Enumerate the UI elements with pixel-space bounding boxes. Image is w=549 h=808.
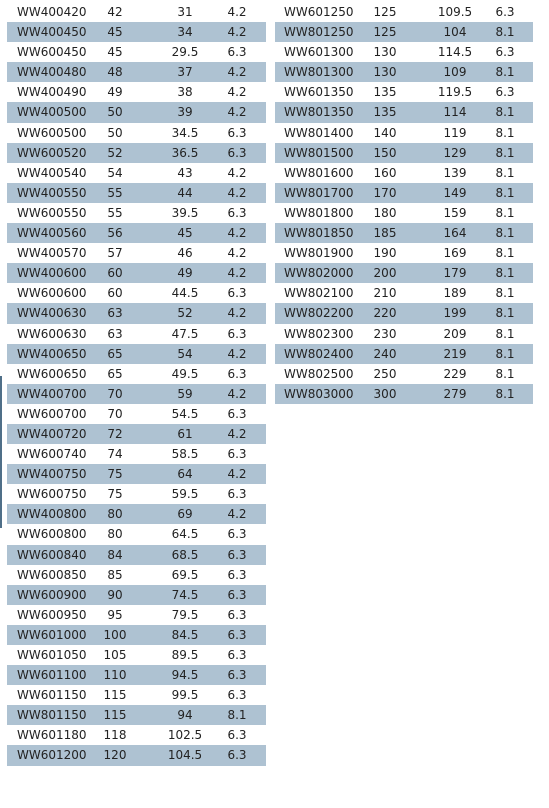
part-code-cell: WW801350 (284, 105, 354, 120)
thickness-cell: 6.3 (227, 527, 247, 542)
table-row (7, 42, 266, 62)
diameter-cell: 57 (107, 246, 123, 261)
table-row (7, 183, 266, 203)
inner-value-cell: 179 (443, 266, 467, 281)
thickness-cell: 8.1 (227, 708, 247, 723)
table-row (7, 464, 266, 484)
inner-value-cell: 169 (443, 246, 467, 261)
table-row (275, 384, 533, 404)
inner-value-cell: 46 (177, 246, 193, 261)
table-row (275, 303, 533, 323)
table-row (7, 344, 266, 364)
table-row (7, 102, 266, 122)
thickness-cell: 8.1 (495, 326, 515, 341)
thickness-cell: 8.1 (495, 105, 515, 120)
thickness-cell: 6.3 (495, 5, 515, 19)
diameter-cell: 42 (107, 5, 123, 19)
part-code-cell: WW400800 (17, 507, 87, 522)
part-code-cell: WW400540 (17, 165, 87, 180)
inner-value-cell: 58.5 (171, 447, 199, 462)
part-code-cell: WW801700 (284, 185, 354, 200)
thickness-cell: 6.3 (227, 748, 247, 763)
inner-value-cell: 164 (443, 226, 467, 241)
table-row (7, 143, 266, 163)
diameter-cell: 63 (107, 326, 123, 341)
inner-value-cell: 79.5 (171, 607, 199, 622)
thickness-cell: 6.3 (227, 406, 247, 421)
inner-value-cell: 29.5 (171, 45, 199, 60)
thickness-cell: 6.3 (227, 366, 247, 381)
diameter-cell: 120 (103, 748, 127, 763)
thickness-cell: 8.1 (495, 306, 515, 321)
inner-value-cell: 109.5 (437, 5, 473, 19)
table-row (7, 303, 266, 323)
diameter-cell: 90 (107, 587, 123, 602)
thickness-cell: 4.2 (227, 426, 247, 441)
thickness-cell: 4.2 (227, 226, 247, 241)
part-code-cell: WW600650 (17, 366, 87, 381)
thickness-cell: 8.1 (495, 165, 515, 180)
table-row (275, 2, 533, 22)
diameter-cell: 56 (107, 226, 123, 241)
inner-value-cell: 94 (177, 708, 193, 723)
inner-value-cell: 69.5 (171, 567, 199, 582)
diameter-cell: 75 (107, 487, 123, 502)
part-code-cell: WW803000 (284, 386, 354, 401)
thickness-cell: 6.3 (227, 145, 247, 160)
diameter-cell: 95 (107, 607, 123, 622)
inner-value-cell: 219 (443, 346, 467, 361)
diameter-cell: 115 (103, 688, 127, 703)
table-row (275, 82, 533, 102)
thickness-cell: 6.3 (227, 447, 247, 462)
part-code-cell: WW600500 (17, 125, 87, 140)
diameter-cell: 230 (373, 326, 397, 341)
table-row (7, 404, 266, 424)
diameter-cell: 85 (107, 567, 123, 582)
thickness-cell: 8.1 (495, 246, 515, 261)
diameter-cell: 160 (373, 165, 397, 180)
thickness-cell: 6.3 (227, 648, 247, 662)
thickness-cell: 4.2 (227, 5, 247, 19)
part-code-cell: WW600600 (17, 286, 87, 301)
inner-value-cell: 34.5 (171, 125, 199, 140)
thickness-cell: 6.3 (227, 205, 247, 220)
table-row (275, 324, 533, 344)
table-row (7, 263, 266, 283)
inner-value-cell: 49.5 (171, 366, 199, 381)
table-row (7, 665, 266, 685)
part-code-cell: WW802500 (284, 366, 354, 381)
left-spec-table (7, 2, 266, 766)
table-row (7, 82, 266, 102)
inner-value-cell: 119 (443, 125, 467, 140)
table-row (7, 283, 266, 303)
thickness-cell: 6.3 (495, 45, 515, 60)
thickness-cell: 6.3 (227, 326, 247, 341)
inner-value-cell: 47.5 (171, 326, 199, 341)
thickness-cell: 8.1 (495, 25, 515, 40)
inner-value-cell: 31 (177, 5, 193, 19)
diameter-cell: 75 (107, 467, 123, 482)
diameter-cell: 210 (373, 286, 397, 301)
diameter-cell: 105 (103, 648, 127, 662)
diameter-cell: 240 (373, 346, 397, 361)
diameter-cell: 60 (107, 286, 123, 301)
inner-value-cell: 149 (443, 185, 467, 200)
part-code-cell: WW801300 (284, 65, 354, 80)
thickness-cell: 8.1 (495, 185, 515, 200)
diameter-cell: 54 (107, 165, 123, 180)
inner-value-cell: 45 (177, 226, 193, 241)
part-code-cell: WW400700 (17, 386, 87, 401)
table-row (275, 183, 533, 203)
table-row (7, 2, 266, 22)
part-code-cell: WW400720 (17, 426, 87, 441)
table-row (275, 42, 533, 62)
diameter-cell: 300 (373, 386, 397, 401)
part-code-cell: WW801800 (284, 205, 354, 220)
table-row (7, 545, 266, 565)
inner-value-cell: 229 (443, 366, 467, 381)
diameter-cell: 115 (103, 708, 127, 723)
table-row (275, 344, 533, 364)
part-code-cell: WW601300 (284, 45, 354, 60)
thickness-cell: 4.2 (227, 306, 247, 321)
table-row (275, 22, 533, 42)
part-code-cell: WW801400 (284, 125, 354, 140)
part-code-cell: WW400480 (17, 65, 87, 80)
part-code-cell: WW600740 (17, 447, 87, 462)
thickness-cell: 6.3 (227, 587, 247, 602)
table-row (275, 102, 533, 122)
left-edge-marker (0, 376, 2, 528)
thickness-cell: 8.1 (495, 286, 515, 301)
diameter-cell: 100 (103, 627, 127, 642)
inner-value-cell: 129 (443, 145, 467, 160)
inner-value-cell: 39 (177, 105, 193, 120)
diameter-cell: 84 (107, 547, 123, 562)
table-row (7, 565, 266, 585)
inner-value-cell: 36.5 (171, 145, 199, 160)
inner-value-cell: 44 (177, 185, 193, 200)
inner-value-cell: 189 (443, 286, 467, 301)
inner-value-cell: 104.5 (167, 748, 203, 763)
thickness-cell: 4.2 (227, 346, 247, 361)
inner-value-cell: 54 (177, 346, 193, 361)
thickness-cell: 8.1 (495, 125, 515, 140)
diameter-cell: 118 (103, 728, 127, 743)
thickness-cell: 6.3 (227, 547, 247, 562)
thickness-cell: 6.3 (227, 728, 247, 743)
diameter-cell: 185 (373, 226, 397, 241)
part-code-cell: WW600750 (17, 487, 87, 502)
part-code-cell: WW600800 (17, 527, 87, 542)
part-code-cell: WW601150 (17, 688, 87, 703)
part-code-cell: WW802300 (284, 326, 354, 341)
table-row (7, 585, 266, 605)
diameter-cell: 125 (373, 5, 397, 19)
part-code-cell: WW802000 (284, 266, 354, 281)
diameter-cell: 135 (373, 105, 397, 120)
inner-value-cell: 39.5 (171, 205, 199, 220)
thickness-cell: 8.1 (495, 145, 515, 160)
inner-value-cell: 199 (443, 306, 467, 321)
diameter-cell: 50 (107, 125, 123, 140)
table-row (275, 243, 533, 263)
part-code-cell: WW802200 (284, 306, 354, 321)
part-code-cell: WW601350 (284, 85, 354, 100)
inner-value-cell: 84.5 (171, 627, 199, 642)
thickness-cell: 4.2 (227, 85, 247, 100)
part-code-cell: WW802100 (284, 286, 354, 301)
diameter-cell: 80 (107, 507, 123, 522)
diameter-cell: 110 (103, 668, 127, 683)
inner-value-cell: 159 (443, 205, 467, 220)
inner-value-cell: 102.5 (167, 728, 203, 743)
thickness-cell: 6.3 (227, 286, 247, 301)
part-code-cell: WW600700 (17, 406, 87, 421)
part-code-cell: WW802400 (284, 346, 354, 361)
diameter-cell: 65 (107, 366, 123, 381)
part-code-cell: WW400550 (17, 185, 87, 200)
part-code-cell: WW601250 (284, 5, 354, 19)
diameter-cell: 45 (107, 25, 123, 40)
table-row (275, 263, 533, 283)
diameter-cell: 72 (107, 426, 123, 441)
table-row (7, 605, 266, 625)
part-code-cell: WW801900 (284, 246, 354, 261)
diameter-cell: 135 (373, 85, 397, 100)
inner-value-cell: 209 (443, 326, 467, 341)
inner-value-cell: 61 (177, 426, 193, 441)
inner-value-cell: 119.5 (437, 85, 473, 100)
diameter-cell: 140 (373, 125, 397, 140)
part-code-cell: WW400560 (17, 226, 87, 241)
diameter-cell: 125 (373, 25, 397, 40)
thickness-cell: 6.3 (227, 607, 247, 622)
table-row (7, 725, 266, 745)
inner-value-cell: 37 (177, 65, 193, 80)
part-code-cell: WW601200 (17, 748, 87, 763)
inner-value-cell: 44.5 (171, 286, 199, 301)
inner-value-cell: 74.5 (171, 587, 199, 602)
part-code-cell: WW600850 (17, 567, 87, 582)
table-row (7, 22, 266, 42)
table-row (7, 243, 266, 263)
inner-value-cell: 89.5 (171, 648, 199, 662)
part-code-cell: WW600840 (17, 547, 87, 562)
part-code-cell: WW400650 (17, 346, 87, 361)
table-row (275, 283, 533, 303)
diameter-cell: 70 (107, 386, 123, 401)
table-row (7, 685, 266, 705)
part-code-cell: WW601000 (17, 627, 87, 642)
table-row (7, 645, 266, 665)
diameter-cell: 130 (373, 45, 397, 60)
part-code-cell: WW600520 (17, 145, 87, 160)
table-row (7, 504, 266, 524)
diameter-cell: 63 (107, 306, 123, 321)
thickness-cell: 4.2 (227, 266, 247, 281)
inner-value-cell: 279 (443, 386, 467, 401)
thickness-cell: 6.3 (227, 627, 247, 642)
thickness-cell: 8.1 (495, 366, 515, 381)
part-code-cell: WW400490 (17, 85, 87, 100)
table-row (275, 143, 533, 163)
thickness-cell: 4.2 (227, 65, 247, 80)
part-code-cell: WW600550 (17, 205, 87, 220)
table-row (7, 163, 266, 183)
diameter-cell: 48 (107, 65, 123, 80)
thickness-cell: 6.3 (227, 487, 247, 502)
thickness-cell: 4.2 (227, 105, 247, 120)
table-row (275, 62, 533, 82)
diameter-cell: 65 (107, 346, 123, 361)
part-code-cell: WW400600 (17, 266, 87, 281)
thickness-cell: 6.3 (227, 688, 247, 703)
table-row (275, 203, 533, 223)
table-row (7, 705, 266, 725)
table-row (7, 424, 266, 444)
table-row (7, 444, 266, 464)
part-code-cell: WW801150 (17, 708, 87, 723)
thickness-cell: 4.2 (227, 185, 247, 200)
part-code-cell: WW400570 (17, 246, 87, 261)
diameter-cell: 55 (107, 205, 123, 220)
thickness-cell: 4.2 (227, 165, 247, 180)
table-row (275, 223, 533, 243)
diameter-cell: 52 (107, 145, 123, 160)
part-code-cell: WW400420 (17, 5, 87, 19)
diameter-cell: 60 (107, 266, 123, 281)
part-code-cell: WW400630 (17, 306, 87, 321)
right-spec-table (275, 2, 533, 404)
inner-value-cell: 68.5 (171, 547, 199, 562)
thickness-cell: 6.3 (227, 668, 247, 683)
part-code-cell: WW600900 (17, 587, 87, 602)
diameter-cell: 190 (373, 246, 397, 261)
part-code-cell: WW801600 (284, 165, 354, 180)
inner-value-cell: 34 (177, 25, 193, 40)
part-code-cell: WW600950 (17, 607, 87, 622)
inner-value-cell: 43 (177, 165, 193, 180)
thickness-cell: 8.1 (495, 65, 515, 80)
inner-value-cell: 54.5 (171, 406, 199, 421)
inner-value-cell: 64.5 (171, 527, 199, 542)
table-row (7, 484, 266, 504)
table-row (7, 223, 266, 243)
table-row (275, 123, 533, 143)
inner-value-cell: 109 (443, 65, 467, 80)
inner-value-cell: 114 (443, 105, 467, 120)
inner-value-cell: 49 (177, 266, 193, 281)
part-code-cell: WW600630 (17, 326, 87, 341)
part-code-cell: WW801850 (284, 226, 354, 241)
diameter-cell: 250 (373, 366, 397, 381)
diameter-cell: 130 (373, 65, 397, 80)
part-code-cell: WW801250 (284, 25, 354, 40)
part-code-cell: WW400500 (17, 105, 87, 120)
diameter-cell: 55 (107, 185, 123, 200)
diameter-cell: 70 (107, 406, 123, 421)
table-row (275, 163, 533, 183)
table-row (275, 364, 533, 384)
thickness-cell: 4.2 (227, 386, 247, 401)
table-row (7, 324, 266, 344)
inner-value-cell: 99.5 (171, 688, 199, 703)
table-row (7, 62, 266, 82)
table-row (7, 364, 266, 384)
inner-value-cell: 114.5 (437, 45, 473, 60)
table-row (7, 203, 266, 223)
diameter-cell: 200 (373, 266, 397, 281)
diameter-cell: 50 (107, 105, 123, 120)
part-code-cell: WW801500 (284, 145, 354, 160)
part-code-cell: WW601180 (17, 728, 87, 743)
part-code-cell: WW400450 (17, 25, 87, 40)
thickness-cell: 4.2 (227, 507, 247, 522)
inner-value-cell: 139 (443, 165, 467, 180)
diameter-cell: 80 (107, 527, 123, 542)
table-row (7, 384, 266, 404)
thickness-cell: 8.1 (495, 205, 515, 220)
thickness-cell: 8.1 (495, 226, 515, 241)
inner-value-cell: 59 (177, 386, 193, 401)
inner-value-cell: 59.5 (171, 487, 199, 502)
thickness-cell: 6.3 (227, 125, 247, 140)
thickness-cell: 6.3 (495, 85, 515, 100)
thickness-cell: 4.2 (227, 246, 247, 261)
inner-value-cell: 52 (177, 306, 193, 321)
inner-value-cell: 104 (443, 25, 467, 40)
part-code-cell: WW600450 (17, 45, 87, 60)
table-row (7, 745, 266, 765)
thickness-cell: 8.1 (495, 386, 515, 401)
diameter-cell: 49 (107, 85, 123, 100)
table-row (7, 625, 266, 645)
part-code-cell: WW601050 (17, 648, 87, 662)
inner-value-cell: 38 (177, 85, 193, 100)
diameter-cell: 220 (373, 306, 397, 321)
part-code-cell: WW400750 (17, 467, 87, 482)
table-row (7, 123, 266, 143)
diameter-cell: 170 (373, 185, 397, 200)
inner-value-cell: 94.5 (171, 668, 199, 683)
thickness-cell: 6.3 (227, 45, 247, 60)
diameter-cell: 45 (107, 45, 123, 60)
table-row (7, 524, 266, 544)
diameter-cell: 74 (107, 447, 123, 462)
diameter-cell: 180 (373, 205, 397, 220)
inner-value-cell: 69 (177, 507, 193, 522)
thickness-cell: 4.2 (227, 467, 247, 482)
thickness-cell: 8.1 (495, 346, 515, 361)
thickness-cell: 8.1 (495, 266, 515, 281)
thickness-cell: 4.2 (227, 25, 247, 40)
diameter-cell: 150 (373, 145, 397, 160)
thickness-cell: 6.3 (227, 567, 247, 582)
inner-value-cell: 64 (177, 467, 193, 482)
part-code-cell: WW601100 (17, 668, 87, 683)
